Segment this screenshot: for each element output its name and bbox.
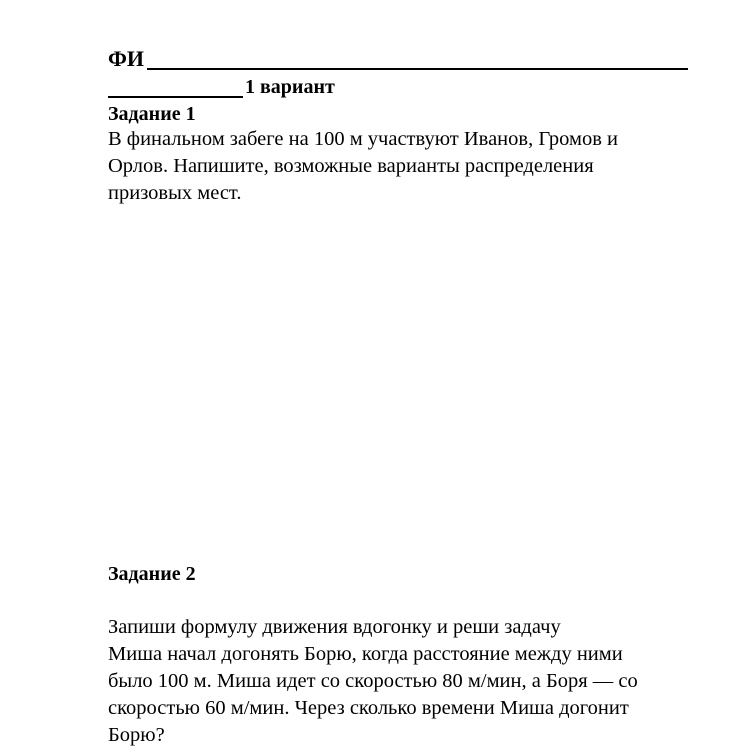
task-2-line: было 100 м. Миша идет со скоростью 80 м/мин, а Боря — со xyxy=(108,670,638,692)
task-2-line: скоростью 60 м/мин. Через сколько времени Миша догонит xyxy=(108,697,629,719)
task-2-line: Миша начал догонять Борю, когда расстояние между ними xyxy=(108,643,623,665)
task-2-text xyxy=(108,614,708,749)
task-1-text xyxy=(108,126,708,207)
task-2-instruction: Запиши формулу движения вдогонку и реши задачу xyxy=(108,616,561,638)
task-2-title: Задание 2 xyxy=(108,563,196,585)
task-2-line: Борю? xyxy=(108,724,165,746)
task-1-title: Задание 1 xyxy=(108,103,196,125)
variant-blank-line xyxy=(108,96,243,98)
task-1-line: В финальном забеге на 100 м участвуют Иванов, Громов и xyxy=(108,128,618,150)
task-1-line: Орлов. Напишите, возможные варианты распределения xyxy=(108,155,594,177)
name-blank-line xyxy=(147,68,688,70)
task-1-line: призовых мест. xyxy=(108,182,242,204)
variant-label: 1 вариант xyxy=(245,76,335,98)
name-field-label: ФИ xyxy=(108,46,145,71)
